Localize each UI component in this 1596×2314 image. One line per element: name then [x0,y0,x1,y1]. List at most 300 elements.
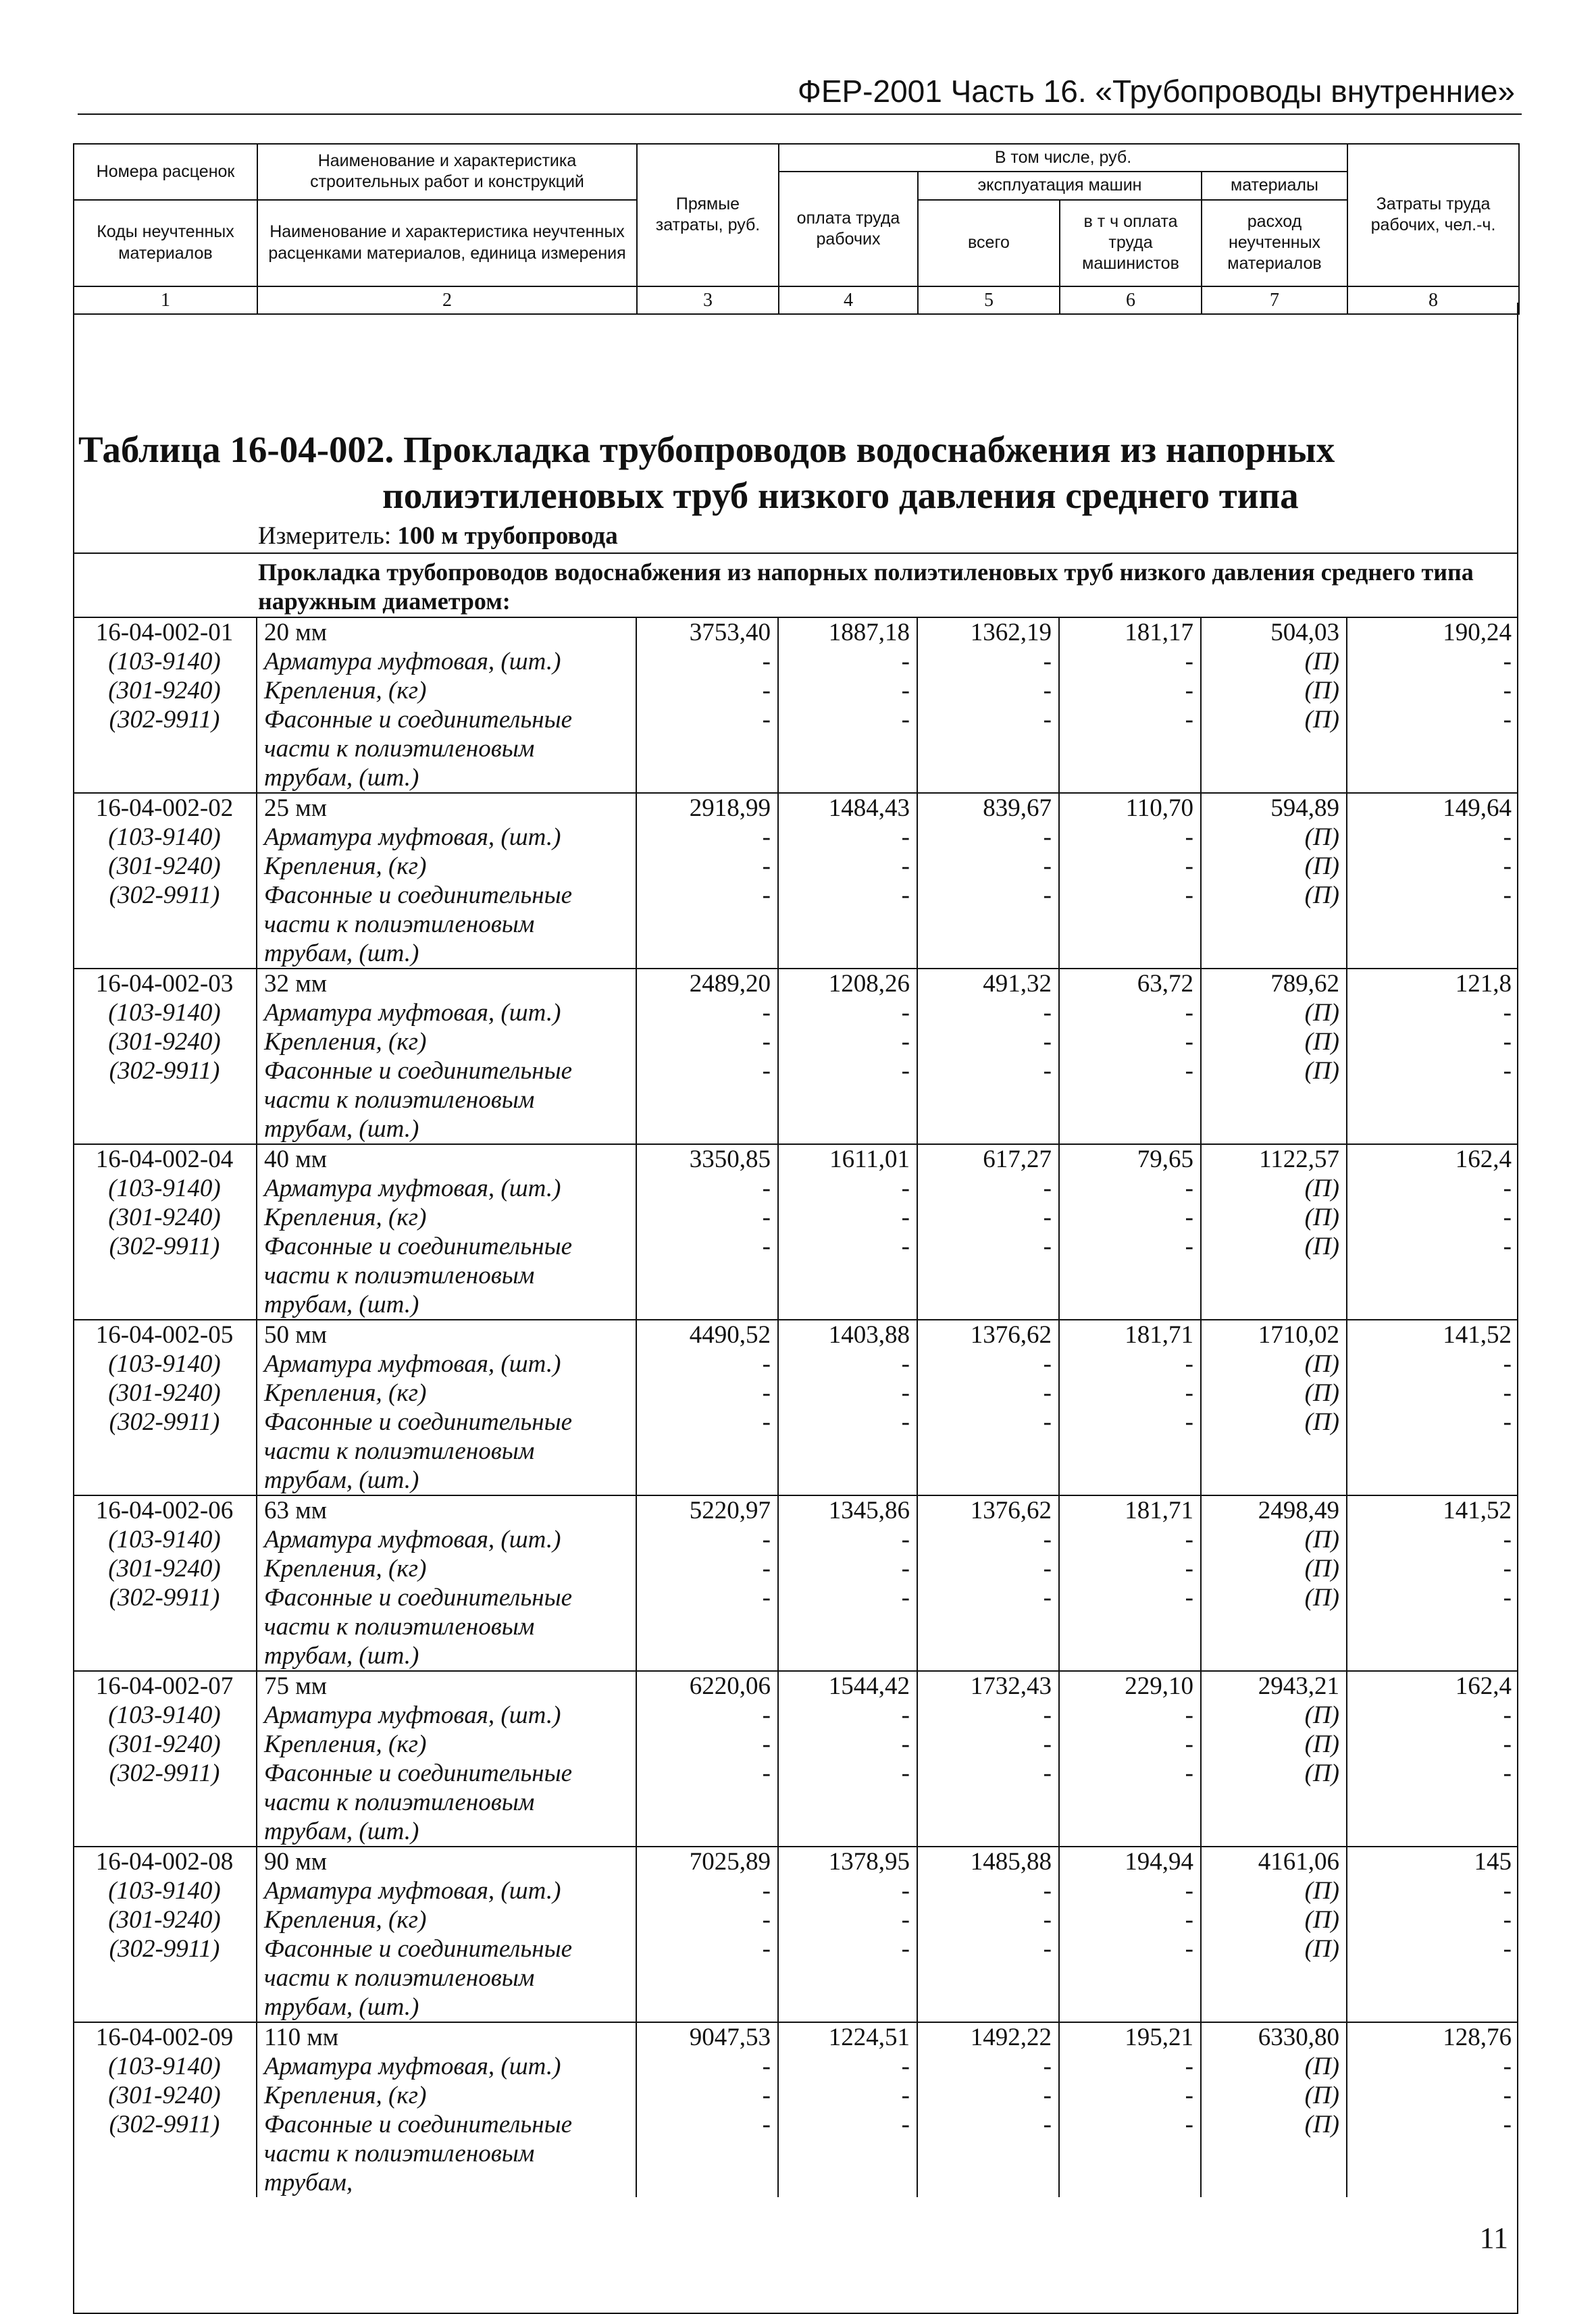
dash-cell: - [1503,1584,1512,1612]
material-name: Крепления, (кг) [257,1905,636,1934]
dash-cell: - [778,1701,917,1730]
unaccounted-material-mark: (П) [1201,1554,1347,1583]
material-name: Фасонные и соединительные части к полиэтиленовым трубам, (шт.) [257,881,636,969]
dash-cell: - [636,1525,778,1554]
dash-cell: - [636,705,778,793]
material-row [73,1027,1518,1056]
material-code: (302-9911) [73,1056,257,1144]
labor-pay-value: 1544,42 [778,1671,917,1701]
dash-cell: - [917,1905,1059,1934]
rate-code: 16-04-002-08 [73,1847,257,1876]
material-row [73,1759,1518,1847]
dash-cell: - [1059,1554,1201,1583]
dash-cell: - [778,1759,917,1847]
dash-cell: - [778,2052,917,2081]
rate-row [73,1847,1518,1876]
unaccounted-material-mark: (П) [1201,852,1347,881]
rate-row [73,793,1518,823]
dash-cell: - [1503,852,1512,880]
operator-pay-value: 79,65 [1059,1144,1201,1174]
dash-cell: - [1503,1759,1512,1787]
material-name: Арматура муфтовая, (шт.) [257,998,636,1027]
material-code: (103-9140) [73,1701,257,1730]
dash-cell: - [636,1730,778,1759]
dash-cell: - [1059,2052,1201,2081]
table-title [78,427,1517,519]
dash-cell: - [1059,1701,1201,1730]
rate-code: 16-04-002-07 [73,1671,257,1701]
direct-costs-value: 7025,89 [636,1847,778,1876]
dash-cell: - [1503,1028,1512,1056]
unaccounted-material-mark: (П) [1201,2052,1347,2081]
dash-cell: - [778,1056,917,1144]
unaccounted-material-mark: (П) [1201,1408,1347,1495]
dash-cell: - [917,1174,1059,1203]
dash-cell: - [1503,1906,1512,1934]
dash-cell: - [778,705,917,793]
dash-cell: - [917,1730,1059,1759]
dash-cell: - [1059,852,1201,881]
rate-row [73,1671,1518,1701]
unaccounted-material-mark: (П) [1201,2081,1347,2110]
labor-pay-value: 1208,26 [778,969,917,998]
direct-costs-value: 9047,53 [636,2022,778,2052]
dash-cell: - [1503,2053,1512,2080]
labor-hours-value: 190,24 [1347,617,1518,647]
table-title-line-1: Таблица 16-04-002. Прокладка трубопроводов водоснабжения из напорных [78,429,1335,470]
labor-pay-value: 1611,01 [778,1144,917,1174]
material-row [73,1349,1518,1379]
dash-cell: - [1503,1057,1512,1085]
dash-cell: - [778,998,917,1027]
direct-costs-value: 2918,99 [636,793,778,823]
dash-cell: - [1503,2082,1512,2109]
direct-costs-value: 3753,40 [636,617,778,647]
material-row [73,852,1518,881]
header-materials: материалы [1202,172,1347,199]
measure-label: Измеритель: [258,522,392,550]
dash-cell: - [917,1554,1059,1583]
dash-cell: - [1503,2111,1512,2138]
labor-hours-value: 141,52 [1347,1495,1518,1525]
rate-row [73,1495,1518,1525]
material-row [73,1525,1518,1554]
dash-cell: - [917,1408,1059,1495]
material-code: (301-9240) [73,676,257,705]
material-row [73,676,1518,705]
material-row [73,1203,1518,1232]
material-code: (301-9240) [73,1379,257,1408]
unaccounted-material-mark: (П) [1201,1583,1347,1671]
dash-cell: - [636,1934,778,2022]
dash-cell: - [636,2110,778,2197]
material-code: (302-9911) [73,1934,257,2022]
rate-diameter: 75 мм [257,1671,636,1701]
material-name: Арматура муфтовая, (шт.) [257,1174,636,1203]
material-code: (302-9911) [73,705,257,793]
material-code: (301-9240) [73,1203,257,1232]
dash-cell: - [1503,1350,1512,1378]
dash-cell: - [917,1203,1059,1232]
materials-value: 504,03 [1201,617,1347,647]
material-code: (103-9140) [73,998,257,1027]
unaccounted-material-mark: (П) [1201,1349,1347,1379]
unaccounted-material-mark: (П) [1201,647,1347,676]
unaccounted-material-mark: (П) [1201,1876,1347,1905]
dash-cell: - [636,1056,778,1144]
unaccounted-material-mark: (П) [1201,1905,1347,1934]
header-machines-total: всего [918,200,1060,286]
material-name: Крепления, (кг) [257,1554,636,1583]
dash-cell: - [1503,881,1512,909]
material-code: (302-9911) [73,881,257,969]
dash-cell: - [1059,998,1201,1027]
operator-pay-value: 181,71 [1059,1320,1201,1349]
materials-value: 2943,21 [1201,1671,1347,1701]
dash-cell: - [778,1525,917,1554]
dash-cell: - [1503,648,1512,675]
measure-rule [73,552,1518,554]
dash-cell: - [917,852,1059,881]
dash-cell: - [1503,1730,1512,1758]
dash-cell: - [636,1379,778,1408]
material-code: (103-9140) [73,2052,257,2081]
dash-cell: - [1059,823,1201,852]
dash-cell: - [778,1730,917,1759]
rate-code: 16-04-002-05 [73,1320,257,1349]
header-labor-hours: Затраты труда рабочих, чел.-ч. [1347,144,1519,286]
dash-cell: - [778,1876,917,1905]
measure-unit [258,521,618,550]
unaccounted-material-mark: (П) [1201,881,1347,969]
labor-hours-value: 162,4 [1347,1671,1518,1701]
dash-cell: - [1503,999,1512,1027]
operator-pay-value: 229,10 [1059,1671,1201,1701]
material-name: Фасонные и соединительные части к полиэтиленовым трубам, (шт.) [257,1056,636,1144]
rate-row [73,969,1518,998]
material-name: Фасонные и соединительные части к полиэтиленовым трубам, (шт.) [257,1759,636,1847]
header-work-name: Наименование и характеристика строительных работ и конструкций [257,144,637,200]
material-code: (302-9911) [73,1759,257,1847]
material-row [73,1232,1518,1320]
dash-cell: - [636,1174,778,1203]
operator-pay-value: 195,21 [1059,2022,1201,2052]
dash-cell: - [917,1701,1059,1730]
dash-cell: - [1059,1203,1201,1232]
dash-cell: - [1503,823,1512,851]
dash-cell: - [1059,1583,1201,1671]
dash-cell: - [778,647,917,676]
rate-row [73,1144,1518,1174]
direct-costs-value: 5220,97 [636,1495,778,1525]
material-name: Крепления, (кг) [257,1379,636,1408]
rate-diameter: 40 мм [257,1144,636,1174]
direct-costs-value: 2489,20 [636,969,778,998]
unaccounted-material-mark: (П) [1201,823,1347,852]
dash-cell: - [1503,677,1512,704]
dash-cell: - [778,881,917,969]
rate-code: 16-04-002-02 [73,793,257,823]
materials-value: 789,62 [1201,969,1347,998]
dash-cell: - [778,1905,917,1934]
dash-cell: - [636,1203,778,1232]
material-name: Арматура муфтовая, (шт.) [257,1349,636,1379]
material-row [73,823,1518,852]
material-name: Арматура муфтовая, (шт.) [257,647,636,676]
dash-cell: - [778,823,917,852]
material-code: (301-9240) [73,2081,257,2110]
dash-cell: - [917,2052,1059,2081]
material-row [73,998,1518,1027]
dash-cell: - [778,1583,917,1671]
dash-cell: - [636,998,778,1027]
col-number-3: 3 [637,286,779,314]
material-row [73,1730,1518,1759]
material-row [73,2081,1518,2110]
dash-cell: - [1503,1935,1512,1963]
rate-code: 16-04-002-01 [73,617,257,647]
col-number-1: 1 [74,286,257,314]
materials-value: 594,89 [1201,793,1347,823]
material-row [73,2052,1518,2081]
unaccounted-material-mark: (П) [1201,1525,1347,1554]
dash-cell: - [1503,1701,1512,1729]
dash-cell: - [778,1203,917,1232]
dash-cell: - [1059,676,1201,705]
dash-cell: - [636,1905,778,1934]
labor-hours-value: 149,64 [1347,793,1518,823]
dash-cell: - [1059,1056,1201,1144]
dash-cell: - [778,2110,917,2197]
header-labor-pay: оплата труда рабочих [779,172,918,286]
dash-cell: - [778,1408,917,1495]
material-row [73,2110,1518,2197]
dash-cell: - [917,881,1059,969]
machines-total-value: 1485,88 [917,1847,1059,1876]
direct-costs-value: 6220,06 [636,1671,778,1701]
material-row [73,1056,1518,1144]
operator-pay-value: 181,17 [1059,617,1201,647]
material-name: Арматура муфтовая, (шт.) [257,2052,636,2081]
unaccounted-material-mark: (П) [1201,1174,1347,1203]
material-name: Арматура муфтовая, (шт.) [257,1876,636,1905]
dash-cell: - [636,676,778,705]
dash-cell: - [778,1934,917,2022]
dash-cell: - [1059,1379,1201,1408]
labor-pay-value: 1484,43 [778,793,917,823]
material-code: (103-9140) [73,1525,257,1554]
material-name: Крепления, (кг) [257,2081,636,2110]
dash-cell: - [1059,1232,1201,1320]
header-including: В том числе, руб. [779,144,1347,172]
dash-cell: - [917,2110,1059,2197]
rate-diameter: 90 мм [257,1847,636,1876]
dash-cell: - [1059,1730,1201,1759]
header-operator-pay: в т ч оплата труда машинистов [1060,200,1202,286]
dash-cell: - [1059,647,1201,676]
rates-table [73,617,1518,2197]
machines-total-value: 617,27 [917,1144,1059,1174]
dash-cell: - [1503,1526,1512,1553]
material-code: (302-9911) [73,2110,257,2197]
dash-cell: - [917,1027,1059,1056]
material-row [73,1583,1518,1671]
dash-cell: - [778,1174,917,1203]
unaccounted-material-mark: (П) [1201,998,1347,1027]
unaccounted-material-mark: (П) [1201,705,1347,793]
rate-code: 16-04-002-06 [73,1495,257,1525]
header-machines: эксплуатация машин [918,172,1202,199]
material-name: Фасонные и соединительные части к полиэтиленовым трубам, (шт.) [257,1583,636,1671]
dash-cell: - [636,1701,778,1730]
dash-cell: - [917,1349,1059,1379]
header-material-names: Наименование и характеристика неучтенных расценками материалов, единица измерения [257,200,637,286]
header-material-codes: Коды неучтенных материалов [74,200,257,286]
dash-cell: - [778,676,917,705]
dash-cell: - [1059,1027,1201,1056]
materials-value: 6330,80 [1201,2022,1347,2052]
col-number-7: 7 [1202,286,1347,314]
dash-cell: - [636,1349,778,1379]
col-number-5: 5 [918,286,1060,314]
direct-costs-value: 3350,85 [636,1144,778,1174]
dash-cell: - [917,1525,1059,1554]
dash-cell: - [917,2081,1059,2110]
material-code: (301-9240) [73,1027,257,1056]
material-code: (302-9911) [73,1583,257,1671]
dash-cell: - [917,705,1059,793]
material-row [73,1701,1518,1730]
material-row [73,647,1518,676]
machines-total-value: 1376,62 [917,1320,1059,1349]
dash-cell: - [917,1934,1059,2022]
material-row [73,881,1518,969]
rate-diameter: 50 мм [257,1320,636,1349]
dash-cell: - [778,1027,917,1056]
unaccounted-material-mark: (П) [1201,1203,1347,1232]
dash-cell: - [917,998,1059,1027]
header-material-consumption: расход неучтенных материалов [1202,200,1347,286]
material-code: (103-9140) [73,823,257,852]
material-name: Фасонные и соединительные части к полиэтиленовым трубам, (шт.) [257,705,636,793]
dash-cell: - [917,1876,1059,1905]
materials-value: 1122,57 [1201,1144,1347,1174]
material-name: Фасонные и соединительные части к полиэтиленовым трубам, (шт.) [257,1408,636,1495]
material-name: Арматура муфтовая, (шт.) [257,1701,636,1730]
unaccounted-material-mark: (П) [1201,1934,1347,2022]
labor-hours-value: 141,52 [1347,1320,1518,1349]
material-name: Крепления, (кг) [257,1730,636,1759]
labor-hours-value: 128,76 [1347,2022,1518,2052]
col-number-6: 6 [1060,286,1202,314]
rate-row [73,1320,1518,1349]
material-row [73,1174,1518,1203]
material-name: Крепления, (кг) [257,676,636,705]
dash-cell: - [917,1232,1059,1320]
unaccounted-material-mark: (П) [1201,1701,1347,1730]
operator-pay-value: 181,71 [1059,1495,1201,1525]
material-row [73,705,1518,793]
rate-diameter: 25 мм [257,793,636,823]
dash-cell: - [1059,1759,1201,1847]
dash-cell: - [1059,1905,1201,1934]
materials-value: 4161,06 [1201,1847,1347,1876]
machines-total-value: 1492,22 [917,2022,1059,2052]
header-rate-numbers: Номера расценок [74,144,257,200]
operator-pay-value: 194,94 [1059,1847,1201,1876]
unaccounted-material-mark: (П) [1201,2110,1347,2197]
table-title-line-2: полиэтиленовых труб низкого давления среднего типа [382,475,1299,516]
unaccounted-material-mark: (П) [1201,1027,1347,1056]
operator-pay-value: 110,70 [1059,793,1201,823]
material-name: Фасонные и соединительные части к полиэтиленовым трубам, [257,2110,636,2197]
running-head: ФЕР-2001 Часть 16. «Трубопроводы внутренние» [797,74,1515,109]
dash-cell: - [1059,1876,1201,1905]
machines-total-value: 1732,43 [917,1671,1059,1701]
dash-cell: - [917,823,1059,852]
dash-cell: - [636,1027,778,1056]
labor-pay-value: 1887,18 [778,617,917,647]
material-name: Крепления, (кг) [257,852,636,881]
dash-cell: - [1059,1349,1201,1379]
unaccounted-material-mark: (П) [1201,1232,1347,1320]
rate-code: 16-04-002-09 [73,2022,257,2052]
dash-cell: - [636,1554,778,1583]
header-direct-costs: Прямые затраты, руб. [637,144,779,286]
page-number: 11 [1479,2221,1508,2255]
dash-cell: - [778,1232,917,1320]
group-title: Прокладка трубопроводов водоснабжения из напорных полиэтиленовых труб низкого давления среднего типа наружным диаметром: [258,559,1474,615]
dash-cell: - [636,852,778,881]
dash-cell: - [917,1583,1059,1671]
unaccounted-material-mark: (П) [1201,676,1347,705]
unaccounted-material-mark: (П) [1201,1759,1347,1847]
labor-hours-value: 121,8 [1347,969,1518,998]
machines-total-value: 839,67 [917,793,1059,823]
col-number-8: 8 [1347,286,1519,314]
materials-value: 1710,02 [1201,1320,1347,1349]
material-code: (103-9140) [73,1174,257,1203]
dash-cell: - [917,647,1059,676]
direct-costs-value: 4490,52 [636,1320,778,1349]
material-name: Крепления, (кг) [257,1203,636,1232]
col-number-4: 4 [779,286,918,314]
material-name: Арматура муфтовая, (шт.) [257,823,636,852]
dash-cell: - [917,1056,1059,1144]
dash-cell: - [636,1232,778,1320]
dash-cell: - [636,647,778,676]
material-code: (103-9140) [73,1349,257,1379]
dash-cell: - [1059,705,1201,793]
dash-cell: - [1059,881,1201,969]
operator-pay-value: 63,72 [1059,969,1201,998]
dash-cell: - [1059,2110,1201,2197]
material-row [73,1905,1518,1934]
labor-pay-value: 1224,51 [778,2022,917,2052]
material-name: Фасонные и соединительные части к полиэтиленовым трубам, (шт.) [257,1934,636,2022]
dash-cell: - [1503,1379,1512,1407]
material-code: (301-9240) [73,1554,257,1583]
machines-total-value: 1362,19 [917,617,1059,647]
rate-code: 16-04-002-04 [73,1144,257,1174]
labor-pay-value: 1403,88 [778,1320,917,1349]
machines-total-value: 491,32 [917,969,1059,998]
rate-code: 16-04-002-03 [73,969,257,998]
labor-pay-value: 1345,86 [778,1495,917,1525]
material-name: Крепления, (кг) [257,1027,636,1056]
dash-cell: - [778,1379,917,1408]
material-row [73,1379,1518,1408]
